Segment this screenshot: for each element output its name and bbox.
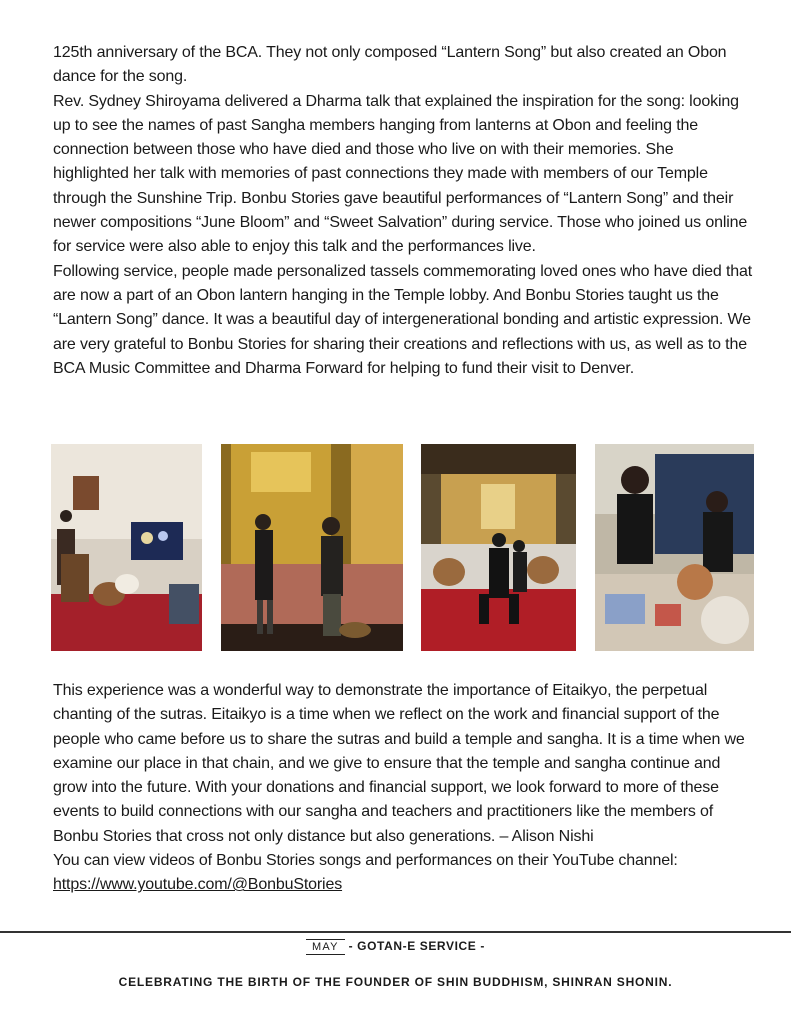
paragraph-following-service: Following service, people made personalized tassels commemorating loved ones who have died that are now a part of an Obon lantern hanging in the Temple lobby. And Bonbu Stories taught us the “Lantern Song” dance. It was a beautiful day of intergenerational bonding and artistic expression. We are very grateful to Bonbu Stories for sharing their creations and reflections with us, as well as to the BCA Music Committee and Dharma Forward for helping to fund their visit to Denver. — [53, 262, 753, 377]
article-top — [53, 41, 753, 381]
article-bottom — [53, 679, 753, 898]
footer-caption: CELEBRATING THE BIRTH OF THE FOUNDER OF SHIN BUDDHISM, SHINRAN SHONIN. — [118, 975, 673, 989]
footer-divider — [0, 931, 791, 933]
paragraph-youtube: You can view videos of Bonbu Stories songs and performances on their YouTube channel: — [53, 852, 678, 870]
photo-tassel-making — [595, 444, 754, 651]
photo-altar-performance — [221, 444, 403, 651]
paragraph-dharma-talk: Rev. Sydney Shiroyama delivered a Dharma talk that explained the inspiration for the song: looking up to see the names of past Sangha members hanging from lanterns at Obon and feeling the connection between those who have died and those who live on with their memories. She highlighted her talk with memories of past connections they made with members of our Temple through the Sunshine Trip. Bonbu Stories gave beautiful performances of “Lantern Song” and their newer compositions “June Bloom” and “Sweet Salvation” during service. Those who joined us online for service were also able to enjoy this talk and the performances live. — [53, 92, 748, 256]
footer-service-title: GOTAN-E SERVICE - — [357, 939, 485, 954]
paragraph-anniversary: 125th anniversary of the BCA. They not only composed “Lantern Song” but also created an Obon dance for the song. — [53, 44, 727, 86]
youtube-link[interactable]: https://www.youtube.com/@BonbuStories — [53, 876, 343, 894]
paragraph-eitaikyo: This experience was a wonderful way to demonstrate the importance of Eitaikyo, the perpetual chanting of the sutras. Eitaikyo is a time when we reflect on the work and financial support of the people who came before us to share the sutras and build a temple and sangha. It is a time when we examine our place in that chain, and we give to ensure that the temple and sangha continue and grow into the future. With your donations and financial support, we look forward to more of these events to build connections with our sangha and teachers and practitioners like the members of Bonbu Stories that cross not only distance but also generations. – Alison Nishi — [53, 682, 745, 845]
photo-strip — [51, 444, 754, 652]
footer-month: MAY — [306, 939, 345, 955]
photo-speaker-podium — [51, 444, 202, 651]
footer-separator: - — [348, 939, 354, 954]
footer-service-line — [0, 939, 791, 955]
photo-taiko-performance — [421, 444, 576, 651]
